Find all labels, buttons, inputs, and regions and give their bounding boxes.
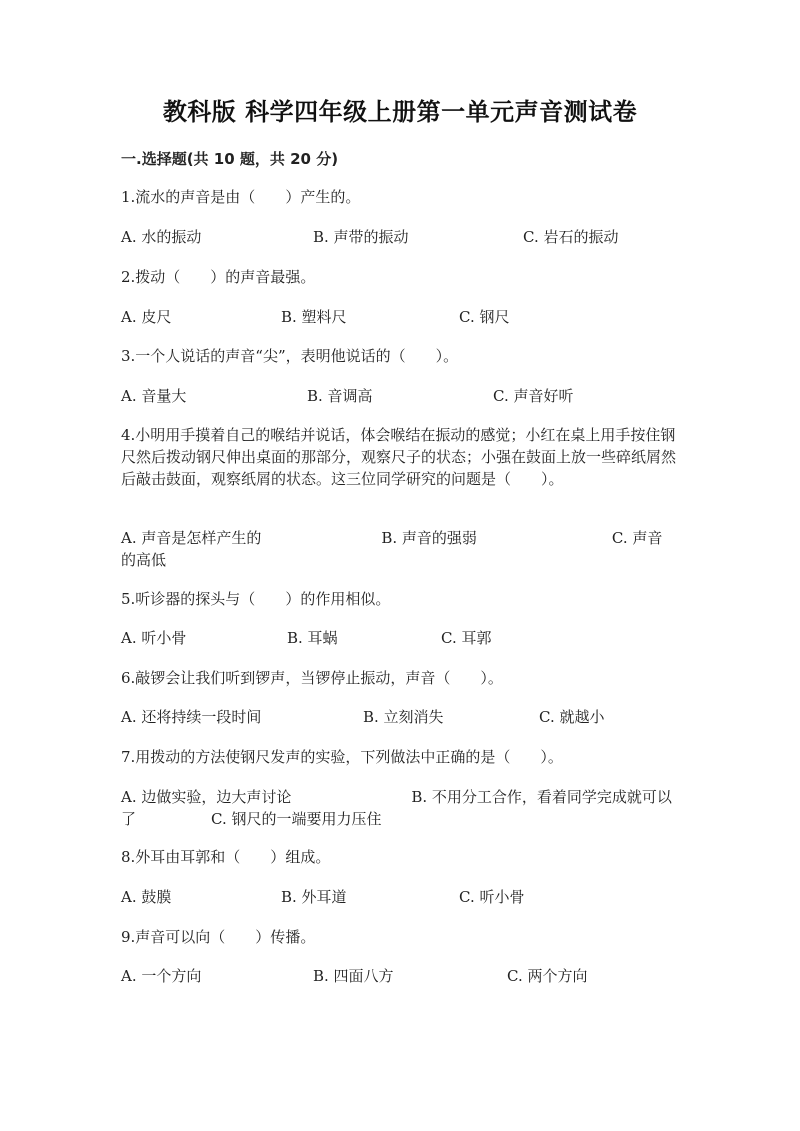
option-b[interactable]: B. 外耳道	[281, 888, 347, 906]
option-c[interactable]: C. 岩石的振动	[523, 228, 619, 246]
option-c[interactable]: C. 两个方向	[507, 967, 588, 985]
option-b[interactable]: B. 四面八方	[313, 967, 394, 985]
section-heading: 一.选择题(共 10 题，共 20 分)	[121, 150, 339, 168]
question-6: 6.敲锣会让我们听到锣声，当锣停止振动，声音（ ）。	[121, 669, 503, 687]
option-b[interactable]: B. 声带的振动	[313, 228, 409, 246]
question-8-options	[121, 886, 677, 908]
question-8: 8.外耳由耳郭和（ ）组成。	[121, 848, 331, 866]
question-5-options	[121, 627, 677, 649]
question-2: 2.拨动（ ）的声音最强。	[121, 268, 316, 286]
option-c[interactable]: C. 声音好听	[493, 387, 574, 405]
option-c[interactable]: C. 听小骨	[459, 888, 525, 906]
option-a[interactable]: A. 还将持续一段时间	[121, 708, 262, 726]
option-b[interactable]: B. 耳蜗	[287, 629, 338, 647]
question-7-options[interactable]: A. 边做实验，边大声讨论 B. 不用分工合作，看着同学完成就可以了 C. 钢尺的一端要用力压住	[121, 788, 672, 828]
option-b[interactable]: B. 音调高	[307, 387, 373, 405]
question-4-options[interactable]: A. 声音是怎样产生的 B. 声音的强弱 C. 声音的高低	[121, 529, 663, 569]
question-1: 1.流水的声音是由（ ）产生的。	[121, 188, 361, 206]
question-1-options	[121, 226, 677, 248]
option-b[interactable]: B. 塑料尺	[281, 308, 347, 326]
question-7: 7.用拨动的方法使钢尺发声的实验，下列做法中正确的是（ ）。	[121, 748, 563, 766]
question-5: 5.听诊器的探头与（ ）的作用相似。	[121, 590, 391, 608]
option-c[interactable]: C. 钢尺	[459, 308, 510, 326]
option-a[interactable]: A. 一个方向	[121, 967, 202, 985]
option-a[interactable]: A. 皮尺	[121, 308, 172, 326]
question-3-options	[121, 385, 677, 407]
option-c[interactable]: C. 就越小	[539, 708, 605, 726]
option-a[interactable]: A. 水的振动	[121, 228, 202, 246]
question-2-options	[121, 306, 677, 328]
option-a[interactable]: A. 听小骨	[121, 629, 187, 647]
option-b[interactable]: B. 立刻消失	[363, 708, 444, 726]
question-9-options	[121, 965, 677, 987]
option-a[interactable]: A. 音量大	[121, 387, 187, 405]
option-c[interactable]: C. 耳郭	[441, 629, 492, 647]
question-3: 3.一个人说话的声音“尖”，表明他说话的（ ）。	[121, 347, 459, 365]
question-4: 4.小明用手摸着自己的喉结并说话，体会喉结在振动的感觉；小红在桌上用手按住钢尺然后拨动钢尺伸出桌面的那部分，观察尺子的状态；小强在鼓面上放一些碎纸屑然后敲击鼓面，观察纸屑的状态。这三位同学研究的问题是（ ）。	[121, 426, 677, 488]
option-a[interactable]: A. 鼓膜	[121, 888, 172, 906]
question-6-options	[121, 706, 677, 728]
page-title: 教科版 科学四年级上册第一单元声音测试卷	[162, 98, 638, 126]
question-9: 9.声音可以向（ ）传播。	[121, 928, 316, 946]
